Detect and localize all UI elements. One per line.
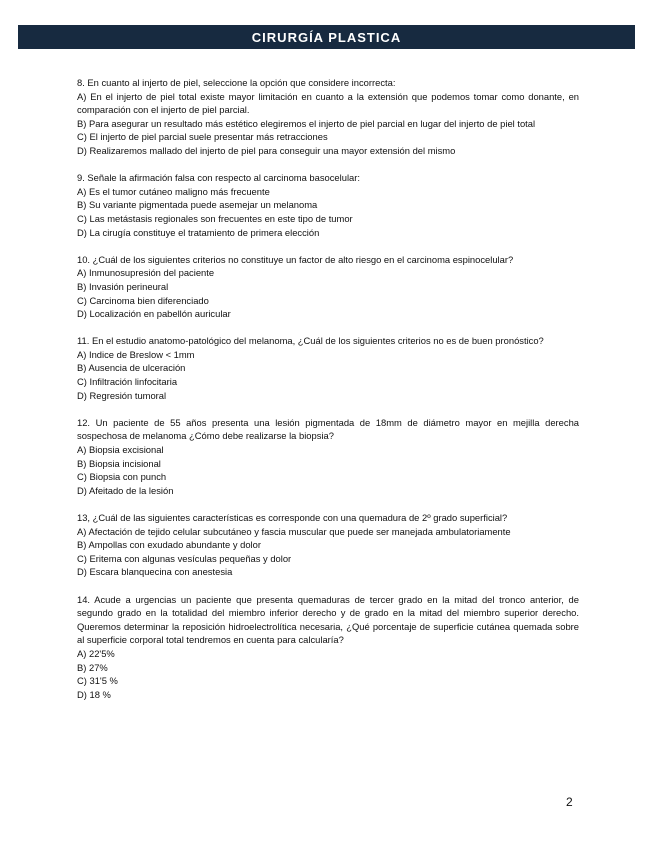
question-9	[77, 171, 579, 239]
question-list	[77, 76, 579, 715]
option-b: B) Ausencia de ulceración	[77, 362, 186, 374]
option-c: C) Infiltración linfocitaria	[77, 376, 178, 388]
option-d: D) Escara blanquecina con anestesia	[77, 566, 233, 578]
option-d: D) Regresión tumoral	[77, 389, 167, 401]
option-b: B) 27%	[77, 661, 108, 673]
question-12	[77, 416, 579, 498]
option-b: B) Su variante pigmentada puede asemejar un melanoma	[77, 199, 318, 211]
option-b: B) Invasión perineural	[77, 280, 169, 292]
option-a: A) 22'5%	[77, 647, 115, 659]
question-11	[77, 334, 579, 402]
option-a: A) Inmunosupresión del paciente	[77, 267, 215, 279]
option-b: B) Ampollas con exudado abundante y dolor	[77, 539, 261, 551]
question-text: 14. Acude a urgencias un paciente que presenta quemaduras de tercer grado en la mitad del tronco anterior, de segundo grado en la totalidad del miembro inferior derecho y de grado en la mitad del miembro superior derecho. Queremos determinar la reposición hidroelectrolítica necesaria, ¿Qué porcentaje de superficie cutánea quemada sobre al superficie corporal total tendremos en cuenta para calcularía?	[77, 593, 579, 646]
question-text: 13, ¿Cuál de las siguientes características es corresponde con una quemadura de 2º grado superficial?	[77, 512, 508, 523]
page-number: 2	[566, 795, 573, 809]
question-14	[77, 593, 579, 702]
option-c: C) Eritema con algunas vesículas pequeñas y dolor	[77, 552, 292, 564]
option-c: C) 31'5 %	[77, 675, 118, 687]
header-bar	[18, 25, 635, 49]
option-b: B) Para asegurar un resultado más estético elegiremos el injerto de piel parcial en lugar del injerto de piel total	[77, 117, 536, 129]
option-c: C) Carcinoma bien diferenciado	[77, 294, 209, 306]
option-c: C) El injerto de piel parcial suele presentar más retracciones	[77, 131, 328, 143]
option-b: B) Biopsia incisional	[77, 457, 161, 469]
question-13	[77, 511, 579, 579]
question-text: 9. Señale la afirmación falsa con respecto al carcinoma basocelular:	[77, 172, 360, 184]
option-d: D) 18 %	[77, 688, 111, 700]
option-a: A) Es el tumor cutáneo maligno más frecuente	[77, 185, 270, 197]
option-d: D) Realizaremos mallado del injerto de piel para conseguir una mayor extensión del mismo	[77, 144, 456, 156]
question-text: 11. En el estudio anatomo-patológico del melanoma, ¿Cuál de los siguientes criterios no es de buen pronóstico?	[77, 335, 544, 347]
question-text: 12. Un paciente de 55 años presenta una lesión pigmentada de 18mm de diámetro mayor en mejilla derecha sospechosa de melanoma ¿Cómo debe realizarse la biopsia?	[77, 416, 579, 442]
option-a: A) Indice de Breslow < 1mm	[77, 348, 195, 360]
option-a: A) Biopsia excisional	[77, 444, 164, 456]
option-c: C) Las metástasis regionales son frecuentes en este tipo de tumor	[77, 212, 353, 224]
question-text: 10. ¿Cuál de los siguientes criterios no constituye un factor de alto riesgo en el carcinoma espinocelular?	[77, 253, 514, 265]
option-a: A) En el injerto de piel total existe mayor limitación en cuanto a la extensión que podemos tomar como donante, en comparación con el injerto de piel parcial.	[77, 90, 579, 116]
page-title: CIRURGÍA PLASTICA	[251, 29, 402, 45]
question-8	[77, 76, 579, 158]
option-a: A) Afectación de tejido celular subcutáneo y fascia muscular que puede ser manejada ambulatoriamente	[77, 525, 511, 537]
question-text: 8. En cuanto al injerto de piel, seleccione la opción que considere incorrecta:	[77, 77, 396, 88]
option-d: D) Localización en pabellón auricular	[77, 308, 231, 320]
question-10	[77, 253, 579, 321]
option-c: C) Biopsia con punch	[77, 471, 167, 483]
option-d: D) Afeitado de la lesión	[77, 484, 174, 496]
option-d: D) La cirugía constituye el tratamiento de primera elección	[77, 226, 320, 238]
